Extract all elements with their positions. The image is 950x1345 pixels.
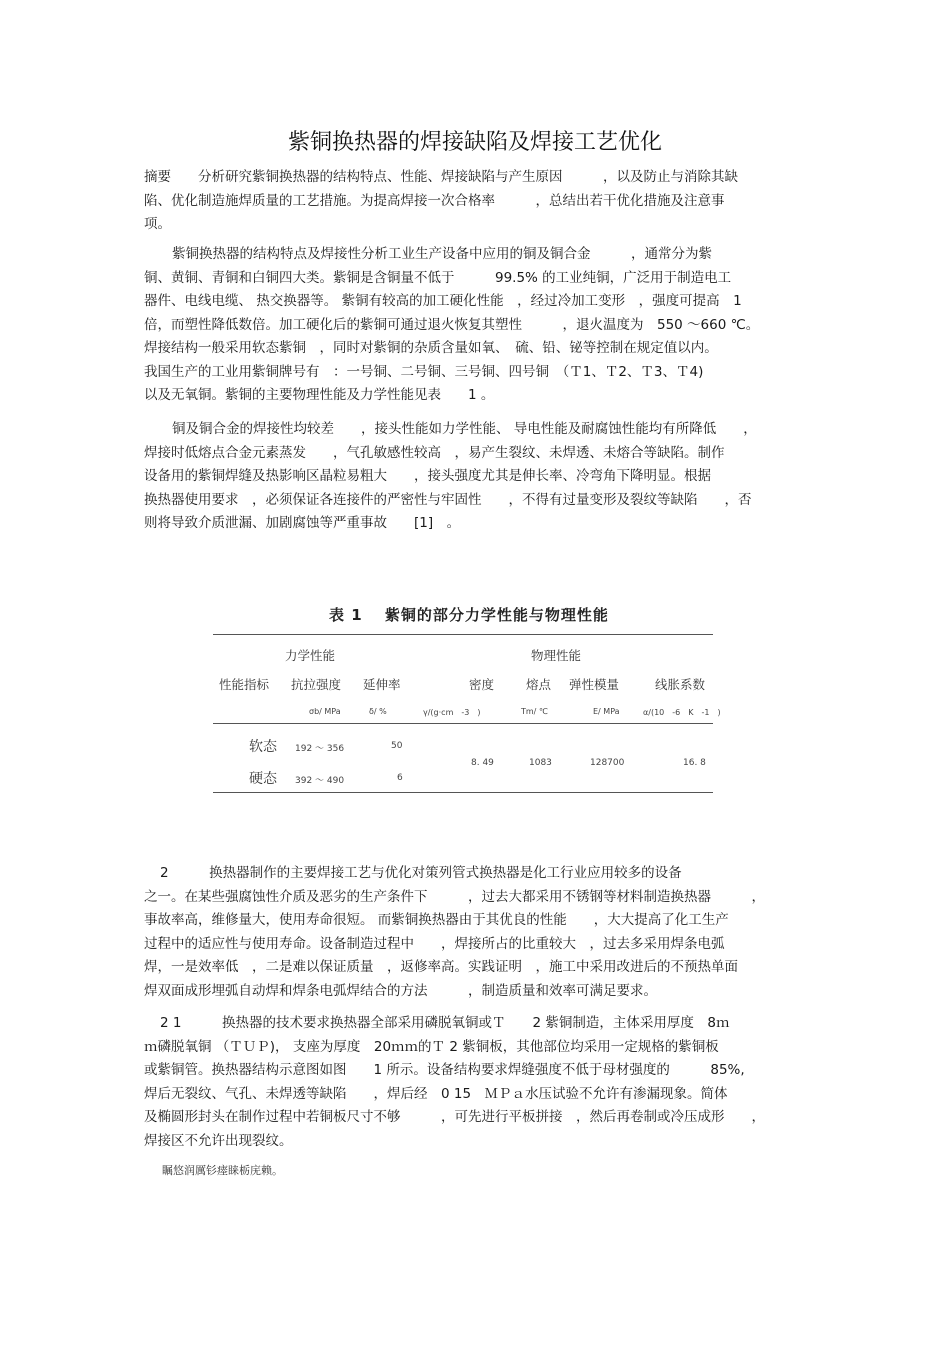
header-indicator: 性能指标 [219,677,270,692]
section-2-1-paragraph [144,1012,816,1153]
header-melting-point: 熔点 [526,677,552,692]
table-figure [213,596,725,796]
text-line: 换热器使用要求 ，必须保证各连接件的严密性与牢固性 ，不得有过量变形及裂纹等缺陷 ，否 [144,491,752,508]
unit-elongation: δ/ % [369,707,387,716]
header-modulus: 弹性模量 [569,677,620,692]
header-tensile: 抗拉强度 [291,677,342,692]
text-line: 则将导致介质泄漏、加剧腐蚀等严重事故 [1] 。 [144,515,461,531]
cell-expansion: 16. 8 [683,758,706,768]
table-caption: 表 1 紫铜的部分力学性能与物理性能 [329,606,609,624]
cell-melting-point: 1083 [529,758,552,768]
text-line: 设备用的紫铜焊缝及热影响区晶粒易粗大 ，接头强度尤其是伸长率、冷弯角下降明显。根据 [144,468,711,484]
table-bottom-rule [213,792,713,793]
text-line: 焊接结构一般采用软态紫铜 ，同时对紫铜的杂质含量如氧、 硫、铅、铋等控制在规定值以内。 [144,340,718,356]
section-2-paragraph [144,862,816,1003]
unit-modulus: E/ MPa [593,707,620,716]
body-paragraph-structure [144,243,816,408]
table-top-rule [213,634,713,635]
text-line: 2 1 换热器的技术要求换热器全部采用磷脱氧铜或Ｔ 2 紫铜制造，主体采用厚度 8ｍ [160,1015,730,1031]
text-line: 焊接时低熔点合金元素蒸发 ，气孔敏感性较高 ，易产生裂纹、未焊透、未熔合等缺陷。制作 [144,444,725,461]
cell-modulus: 128700 [590,758,625,768]
text-line: 以及无氧铜。紫铜的主要物理性能及力学性能见表 1 。 [144,387,495,403]
unit-expansion: α/(10 -6 K -1 ) [643,708,721,717]
group-header-mechanical: 力学性能 [285,648,336,663]
text-line: 焊，一是效率低 ，二是难以保证质量 ，返修率高。实践证明 ，施工中采用改进后的不预热单面 [144,959,738,975]
footnote: 瞩悠润厲钐瘗睐栃庑赖。 [162,1164,283,1177]
text-line: 铜、黄铜、青铜和白铜四大类。紫铜是含铜量不低于 99.5% 的工业纯铜，广泛用于制造电工 [144,269,732,286]
text-line: 过程中的适应性与使用寿命。设备制造过程中 ，焊接所占的比重较大 ，过去多采用焊条电弧 [144,935,725,952]
text-line: 2 换热器制作的主要焊接工艺与优化对策列管式换热器是化工行业应用较多的设备 [160,865,682,881]
unit-density: γ/(g·cm -3 ) [423,708,481,717]
row-elongation: 6 [397,773,403,783]
body-paragraph-weldability [144,418,816,536]
text-line: 铜及铜合金的焊接性均较差 ，接头性能如力学性能、 导电性能及耐腐蚀性能均有所降低 ， [172,421,757,437]
text-line: 紫铜换热器的结构特点及焊接性分析工业生产设备中应用的铜及铜合金 ，通常分为紫 [172,246,712,262]
text-line: 我国生产的工业用紫铜牌号有 ：一号铜、二号铜、三号铜、四号铜 （Ｔ1、Ｔ2、Ｔ3、Ｔ4) [144,363,704,380]
unit-tensile: σb/ MPa [309,707,341,716]
header-elongation: 延伸率 [363,677,401,692]
text-line: 或紫铜管。换热器结构示意图如图 1 所示。设备结构要求焊缝强度不低于母材强度的 85%, [144,1062,745,1078]
text-line: 器件、电线电缆、 热交换器等。 紫铜有较高的加工硬化性能 ，经过冷加工变形 ，强度可提高 1 [144,293,742,309]
row-tensile: 392 ～ 490 [295,776,345,786]
page-title: 紫铜换热器的焊接缺陷及焊接工艺优化 [287,130,662,155]
row-tensile: 192 ～ 356 [295,744,345,754]
row-state: 软态 [249,739,277,755]
text-line: ｍ磷脱氧铜 （ＴＵＰ)， 支座为厚度 20ｍｍ的Ｔ 2 紫铜板，其他部位均采用一定规格的紫铜板 [144,1038,719,1055]
text-line: 之一。在某些强腐蚀性介质及恶劣的生产条件下 ，过去大都采用不锈钢等材料制造换热器 ， [144,888,765,905]
text-line: 焊接区不允许出现裂纹。 [144,1132,293,1149]
group-header-physical: 物理性能 [531,648,582,663]
text-line: 焊后无裂纹、气孔、未焊透等缺陷 ，焊后经 0 15 ＭＰａ水压试验不允许有渗漏现象。简体 [144,1085,728,1102]
text-line: 陷、优化制造施焊质量的工艺措施。为提高焊接一次合格率 ，总结出若干优化措施及注意事 [144,192,725,209]
row-state: 硬态 [249,771,277,787]
header-expansion: 线胀系数 [655,677,706,692]
table-header-rule [213,723,713,724]
text-line: 倍，而塑性降低数倍。加工硬化后的紫铜可通过退火恢复其塑性 ，退火温度为 550 ～660 ℃。 [144,316,760,333]
header-density: 密度 [469,677,495,692]
text-line: 事故率高，维修量大，使用寿命很短。 而紫铜换热器由于其优良的性能 ，大大提高了化工生产 [144,912,729,928]
abstract-paragraph [144,166,816,237]
text-line: 及椭圆形封头在制作过程中若铜板尺寸不够 ，可先进行平板拼接 ，然后再卷制或冷压成形 ， [144,1109,765,1125]
row-elongation: 50 [391,741,403,751]
unit-melting-point: Tm/ ℃ [521,707,548,716]
text-line: 摘要 分析研究紫铜换热器的结构特点、性能、焊接缺陷与产生原因 ，以及防止与消除其缺 [144,169,738,185]
text-line: 项。 [144,216,171,232]
text-line: 焊双面成形埋弧自动焊和焊条电弧焊结合的方法 ，制造质量和效率可满足要求。 [144,982,657,999]
cell-density: 8. 49 [471,758,494,768]
